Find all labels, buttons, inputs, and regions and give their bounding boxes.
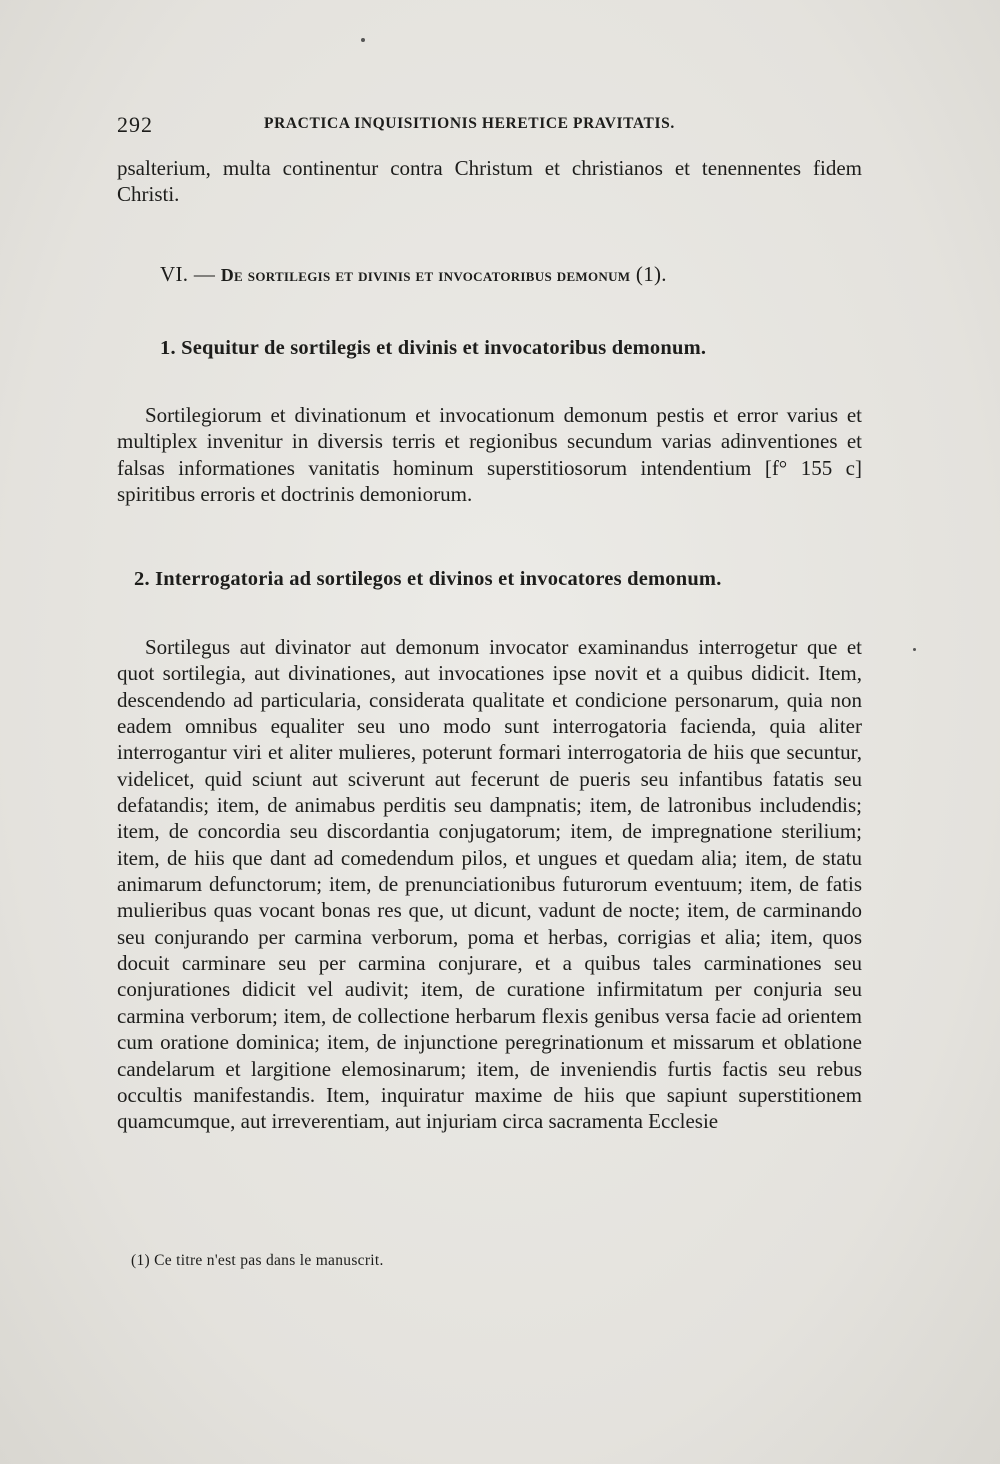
section-title-text: De sortilegis et divinis et invocatoribus demonum — [220, 265, 631, 285]
section-number: VI. — — [160, 262, 221, 286]
paragraph-sortilegiorum: Sortilegiorum et divinationum et invocationum demonum pestis et error varius et multiplex invenitur in diversis terris et regionibus secundum varias adinventiones et falsas informationes vanitatis hominum superstitiosorum intendentium [f° 155 c] spiritibus erroris et doctrinis demoniorum. — [117, 403, 862, 507]
lead-paragraph: psalterium, multa continentur contra Christum et christianos et tenennentes fidem Christi. — [117, 156, 862, 207]
subsection-heading-2: 2. Interrogatoria ad sortilegos et divinos et invocatores demonum. — [134, 568, 722, 590]
ink-speck — [913, 648, 916, 651]
section-title — [160, 262, 862, 287]
page-number: 292 — [117, 112, 153, 137]
ink-speck — [361, 38, 365, 42]
subsection-heading-1: 1. Sequitur de sortilegis et divinis et invocatoribus demonum. — [160, 337, 707, 359]
paragraph-interrogatoria: Sortilegus aut divinator aut demonum invocator examinandus interrogetur que et quot sortilegia, aut divinationes, aut invocationes ipse novit et a quibus didicit. Item, descendendo ad particularia, considerata qualitate et condicione personarum, quia non eadem omnibus equaliter seu uno modo sunt interrogatoria facienda, quia aliter interrogantur viri et aliter mulieres, poterunt formari interrogatoria de hiis que secuntur, videlicet, quid sciunt aut sciverunt aut fecerunt de pueris seu infantibus fatatis seu defatandis; item, de animabus perditis seu dampnatis; item, de latronibus includendis; item, de concordia seu discordantia conjugatorum; item, de impregnatione sterilium; item, de hiis que dant ad comedendum pilos, et ungues et quedam alia; item, de statu animarum defunctorum; item, de prenunciationibus futurorum eventuum; item, de fatis mulieribus quas vocant bonas res que, ut dicunt, vadunt de nocte; item, de carminando seu conjurando per carmina verborum, poma et herbas, corrigias et alia; item, quos docuit carminare seu per carmina conjurare, et a quibus tales carminationes seu conjurationes didicit vel audivit; item, de curatione infirmitatum per conjuria seu carmina verborum; item, de collectione herbarum flexis genibus versa facie ad orientem cum oratione dominica; item, de injunctione peregrinationum et missarum et oblatione candelarum et largitione elemosinarum; item, de inveniendis furtis factis seu rebus occultis manifestandis. Item, inquiratur maxime de hiis que sapiunt superstitionem quamcumque, aut irreverentiam, aut injuriam circa sacramenta Ecclesie — [117, 635, 862, 1134]
footnote-reference: (1). — [630, 262, 667, 286]
footnote: (1) Ce titre n'est pas dans le manuscrit. — [131, 1252, 384, 1269]
page-header — [117, 112, 862, 142]
running-head: PRACTICA INQUISITIONIS HERETICE PRAVITATIS. — [264, 115, 675, 132]
